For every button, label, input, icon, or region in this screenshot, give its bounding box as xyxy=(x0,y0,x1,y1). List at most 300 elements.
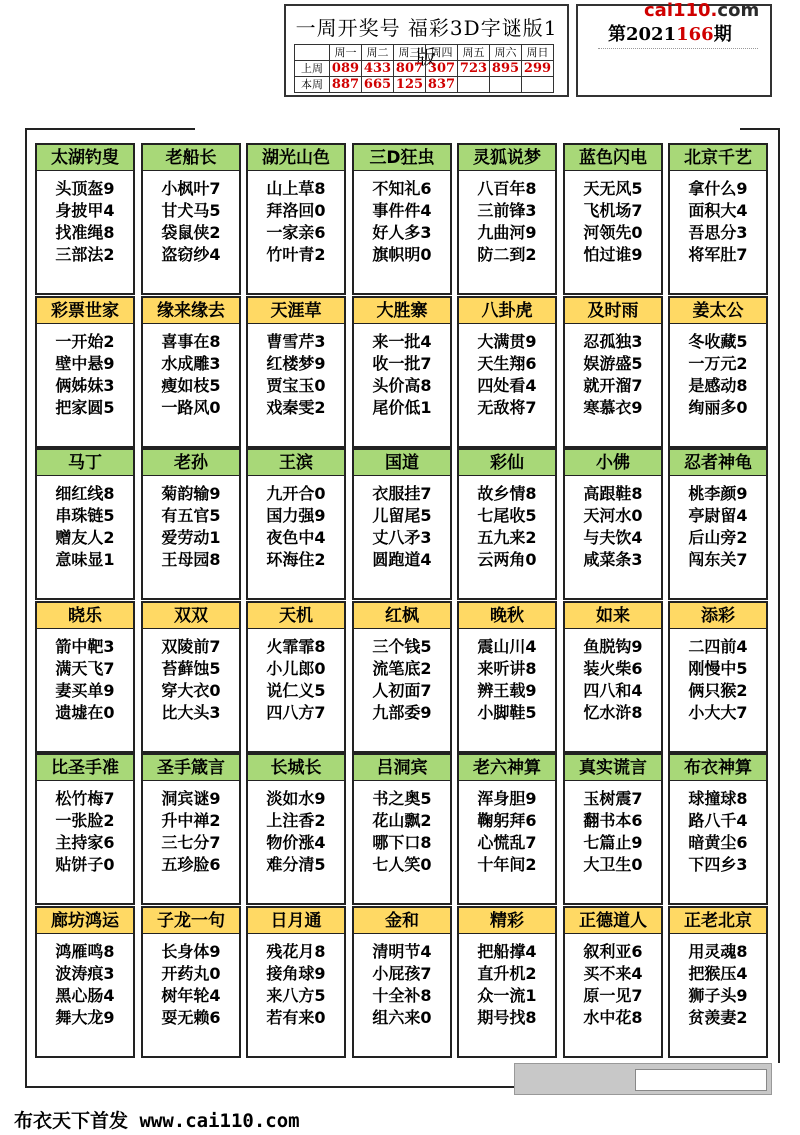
riddle-cell-title: 老孙 xyxy=(143,450,239,476)
riddle-cell xyxy=(35,143,135,295)
footer-inner-box xyxy=(635,1069,767,1091)
draw-number: 887 xyxy=(330,77,362,93)
riddle-cell xyxy=(141,448,241,600)
riddle-cell xyxy=(141,601,241,753)
riddle-line: 妻买单9 xyxy=(55,681,115,700)
riddle-cell-title: 精彩 xyxy=(459,908,555,934)
riddle-line: 曹雪芹3 xyxy=(266,332,326,351)
frame-left xyxy=(25,128,27,1088)
riddle-line: 与夫饮4 xyxy=(583,528,643,547)
riddle-cell xyxy=(352,448,452,600)
riddle-line: 面积大4 xyxy=(688,201,748,220)
riddle-line: 水中花8 xyxy=(583,1008,643,1027)
riddle-line: 王母园8 xyxy=(161,550,221,569)
riddle-cell-title: 彩仙 xyxy=(459,450,555,476)
riddle-cell-title: 真实谎言 xyxy=(565,755,661,781)
riddle-line: 娱游盛5 xyxy=(583,354,643,373)
riddle-lines xyxy=(143,331,239,419)
riddle-line: 五九来2 xyxy=(477,528,537,547)
riddle-lines xyxy=(565,178,661,266)
riddle-cell xyxy=(141,143,241,295)
riddle-line: 三部法2 xyxy=(55,245,115,264)
riddle-cell-title: 日月通 xyxy=(248,908,344,934)
riddle-cell-title: 王滨 xyxy=(248,450,344,476)
riddle-line: 贴饼子0 xyxy=(55,855,115,874)
riddle-line: 绚丽多0 xyxy=(688,398,748,417)
riddle-line: 接角球9 xyxy=(266,964,326,983)
riddle-lines xyxy=(143,788,239,876)
riddle-line: 找准绳8 xyxy=(55,223,115,242)
riddle-line: 上注香2 xyxy=(266,811,326,830)
riddle-line: 箭中靶3 xyxy=(55,637,115,656)
riddle-lines xyxy=(459,331,555,419)
riddle-line: 四八和4 xyxy=(583,681,643,700)
issue-prefix: 第2021 xyxy=(608,24,677,45)
draw-number xyxy=(522,77,554,93)
riddle-line: 串珠链5 xyxy=(55,506,115,525)
riddle-cell xyxy=(246,448,346,600)
riddle-line: 闯东关7 xyxy=(688,550,748,569)
riddle-line: 贫羡妻2 xyxy=(688,1008,748,1027)
riddle-cell xyxy=(352,753,452,905)
riddle-line: 国力强9 xyxy=(266,506,326,525)
riddle-line: 一开始2 xyxy=(55,332,115,351)
riddle-line: 说仁义5 xyxy=(266,681,326,700)
riddle-line: 玉树震7 xyxy=(583,789,643,808)
riddle-cell xyxy=(352,601,452,753)
site-watermark xyxy=(644,0,759,21)
riddle-line: 三七分7 xyxy=(161,833,221,852)
riddle-line: 三个钱5 xyxy=(372,637,432,656)
riddle-line: 众一流1 xyxy=(477,986,537,1005)
riddle-line: 天无风5 xyxy=(583,179,643,198)
riddle-cell xyxy=(352,143,452,295)
riddle-line: 事件件4 xyxy=(372,201,432,220)
riddle-cell xyxy=(246,906,346,1058)
riddle-line: 舞大龙9 xyxy=(55,1008,115,1027)
riddle-line: 书之奥5 xyxy=(372,789,432,808)
riddle-line: 身披甲4 xyxy=(55,201,115,220)
riddle-cell xyxy=(668,753,768,905)
riddle-lines xyxy=(354,941,450,1029)
riddle-line: 遗墟在0 xyxy=(55,703,115,722)
riddle-line: 花山飘2 xyxy=(372,811,432,830)
riddle-cell xyxy=(563,143,663,295)
riddle-line: 喜事在8 xyxy=(161,332,221,351)
riddle-cell-title: 廊坊鸿运 xyxy=(37,908,133,934)
riddle-lines xyxy=(143,941,239,1029)
riddle-line: 俩只猴2 xyxy=(688,681,748,700)
riddle-line: 河领先0 xyxy=(583,223,643,242)
riddle-cell xyxy=(141,296,241,448)
riddle-lines xyxy=(248,941,344,1029)
riddle-line: 拜洛回0 xyxy=(266,201,326,220)
riddle-cell-title: 如来 xyxy=(565,603,661,629)
riddle-lines xyxy=(670,483,766,571)
riddle-line: 戏秦雯2 xyxy=(266,398,326,417)
riddle-cell xyxy=(141,906,241,1058)
this-week-row xyxy=(295,77,554,93)
draw-number: 723 xyxy=(458,61,490,77)
riddle-lines xyxy=(248,178,344,266)
riddle-line: 暗黄尘6 xyxy=(688,833,748,852)
riddle-cell-title: 彩票世家 xyxy=(37,298,133,324)
riddle-cell xyxy=(246,753,346,905)
riddle-lines xyxy=(248,331,344,419)
riddle-lines xyxy=(670,178,766,266)
riddle-line: 用灵魂8 xyxy=(688,942,748,961)
riddle-line: 火霏霏8 xyxy=(266,637,326,656)
riddle-line: 难分清5 xyxy=(266,855,326,874)
riddle-line: 哪下口8 xyxy=(372,833,432,852)
riddle-lines xyxy=(670,788,766,876)
riddle-line: 翻书本6 xyxy=(583,811,643,830)
riddle-line: 组六来0 xyxy=(372,1008,432,1027)
riddle-lines xyxy=(37,483,133,571)
riddle-line: 洞宾谜9 xyxy=(161,789,221,808)
riddle-cell-title: 布衣神算 xyxy=(670,755,766,781)
riddle-line: 怕过谁9 xyxy=(583,245,643,264)
riddle-cell-title: 三D狂虫 xyxy=(354,145,450,171)
riddle-cell xyxy=(563,601,663,753)
riddle-line: 头价高8 xyxy=(372,376,432,395)
riddle-line: 爱劳动1 xyxy=(161,528,221,547)
frame-right xyxy=(778,128,780,1063)
riddle-line: 防二到2 xyxy=(477,245,537,264)
riddle-cell-title: 天机 xyxy=(248,603,344,629)
riddle-line: 鸿雁鸣8 xyxy=(55,942,115,961)
riddle-line: 拿什么9 xyxy=(688,179,748,198)
riddle-line: 长身体9 xyxy=(161,942,221,961)
riddle-line: 若有来0 xyxy=(266,1008,326,1027)
riddle-line: 盗窃纱4 xyxy=(161,245,221,264)
riddle-line: 一家亲6 xyxy=(266,223,326,242)
riddle-line: 云两角0 xyxy=(477,550,537,569)
day-header: 周日 xyxy=(522,45,554,61)
riddle-line: 淡如水9 xyxy=(266,789,326,808)
frame-top-right xyxy=(740,128,780,130)
day-header: 周二 xyxy=(362,45,394,61)
weekly-draw-title: 一周开奖号 福彩3D字谜版1版 xyxy=(295,16,558,69)
riddle-cell xyxy=(668,601,768,753)
riddle-line: 是感动8 xyxy=(688,376,748,395)
row-label: 上周 xyxy=(295,61,330,77)
riddle-cell-title: 正德道人 xyxy=(565,908,661,934)
riddle-cell-title: 金和 xyxy=(354,908,450,934)
riddle-cell-title: 正老北京 xyxy=(670,908,766,934)
riddle-cell xyxy=(563,296,663,448)
riddle-line: 一万元2 xyxy=(688,354,748,373)
riddle-line: 满天飞7 xyxy=(55,659,115,678)
riddle-line: 穿大衣0 xyxy=(161,681,221,700)
riddle-line: 苔藓蚀5 xyxy=(161,659,221,678)
riddle-line: 儿留尾5 xyxy=(372,506,432,525)
riddle-cell xyxy=(35,906,135,1058)
riddle-cell-title: 姜太公 xyxy=(670,298,766,324)
riddle-line: 衣服挂7 xyxy=(372,484,432,503)
riddle-lines xyxy=(670,331,766,419)
riddle-line: 路八千4 xyxy=(688,811,748,830)
riddle-line: 叙利亚6 xyxy=(583,942,643,961)
riddle-line: 辨王载9 xyxy=(477,681,537,700)
riddle-line: 流笔底2 xyxy=(372,659,432,678)
riddle-line: 赠友人2 xyxy=(55,528,115,547)
riddle-line: 耍无赖6 xyxy=(161,1008,221,1027)
riddle-cell xyxy=(35,448,135,600)
riddle-line: 头顶盔9 xyxy=(55,179,115,198)
riddle-line: 刚慢中5 xyxy=(688,659,748,678)
riddle-line: 人初面7 xyxy=(372,681,432,700)
riddle-lines xyxy=(670,941,766,1029)
draw-number xyxy=(490,77,522,93)
riddle-line: 鱼脱钩9 xyxy=(583,637,643,656)
riddle-line: 桃李颜9 xyxy=(688,484,748,503)
riddle-line: 贾宝玉0 xyxy=(266,376,326,395)
riddle-line: 直升机2 xyxy=(477,964,537,983)
weekly-draw-table xyxy=(294,44,554,93)
riddle-cell xyxy=(352,906,452,1058)
riddle-line: 故乡情8 xyxy=(477,484,537,503)
riddle-line: 四八方7 xyxy=(266,703,326,722)
riddle-cell-title: 长城长 xyxy=(248,755,344,781)
riddle-line: 忍孤独3 xyxy=(583,332,643,351)
watermark-dark: com xyxy=(717,0,760,21)
footer-text: 布衣天下首发 www.cai110.com xyxy=(14,1110,300,1132)
riddle-line: 有五官5 xyxy=(161,506,221,525)
riddle-line: 树年轮4 xyxy=(161,986,221,1005)
riddle-line: 十全补8 xyxy=(372,986,432,1005)
riddle-cell xyxy=(457,601,557,753)
riddle-cell-title: 灵狐说梦 xyxy=(459,145,555,171)
riddle-cell-title: 晓乐 xyxy=(37,603,133,629)
riddle-line: 一路风0 xyxy=(161,398,221,417)
riddle-line: 咸菜条3 xyxy=(583,550,643,569)
riddle-line: 九部委9 xyxy=(372,703,432,722)
riddle-line: 五珍脸6 xyxy=(161,855,221,874)
riddle-line: 山上草8 xyxy=(266,179,326,198)
riddle-line: 小枫叶7 xyxy=(161,179,221,198)
draw-number: 807 xyxy=(394,61,426,77)
riddle-cell xyxy=(246,296,346,448)
riddle-cell-title: 及时雨 xyxy=(565,298,661,324)
riddle-line: 小屁孩7 xyxy=(372,964,432,983)
day-header: 周三 xyxy=(394,45,426,61)
draw-number: 895 xyxy=(490,61,522,77)
riddle-lines xyxy=(143,483,239,571)
riddle-lines xyxy=(248,788,344,876)
issue-number: 166 xyxy=(676,24,714,45)
riddle-line: 下四乡3 xyxy=(688,855,748,874)
riddle-cell-title: 比圣手准 xyxy=(37,755,133,781)
draw-number: 307 xyxy=(426,61,458,77)
riddle-cell xyxy=(457,296,557,448)
riddle-lines xyxy=(670,636,766,724)
riddle-cell-title: 双双 xyxy=(143,603,239,629)
riddle-cell-title: 老六神算 xyxy=(459,755,555,781)
riddle-lines xyxy=(459,941,555,1029)
riddle-cell-title: 小佛 xyxy=(565,450,661,476)
riddle-cell xyxy=(457,143,557,295)
riddle-line: 夜色中4 xyxy=(266,528,326,547)
draw-table-header-row xyxy=(295,45,554,61)
riddle-line: 红楼梦9 xyxy=(266,354,326,373)
riddle-line: 期号找8 xyxy=(477,1008,537,1027)
riddle-lines xyxy=(354,636,450,724)
riddle-line: 天河水0 xyxy=(583,506,643,525)
draw-number: 125 xyxy=(394,77,426,93)
riddle-line: 大卫生0 xyxy=(583,855,643,874)
frame-bottom xyxy=(25,1086,515,1088)
riddle-line: 鞠躬拜6 xyxy=(477,811,537,830)
riddle-line: 旗帜明0 xyxy=(372,245,432,264)
riddle-lines xyxy=(354,178,450,266)
riddle-line: 松竹梅7 xyxy=(55,789,115,808)
footer-box xyxy=(514,1063,772,1095)
riddle-line: 环海住2 xyxy=(266,550,326,569)
day-header: 周五 xyxy=(458,45,490,61)
draw-number: 089 xyxy=(330,61,362,77)
riddle-lines xyxy=(459,483,555,571)
riddle-line: 买不来4 xyxy=(583,964,643,983)
riddle-line: 小大大7 xyxy=(688,703,748,722)
riddle-line: 七尾收5 xyxy=(477,506,537,525)
weekly-draw-panel xyxy=(284,4,569,97)
riddle-grid xyxy=(35,143,771,1058)
draw-number: 433 xyxy=(362,61,394,77)
riddle-line: 球撞球8 xyxy=(688,789,748,808)
riddle-line: 吾思分3 xyxy=(688,223,748,242)
riddle-cell-title: 添彩 xyxy=(670,603,766,629)
riddle-line: 把船撑4 xyxy=(477,942,537,961)
riddle-line: 冬收藏5 xyxy=(688,332,748,351)
day-header: 周一 xyxy=(330,45,362,61)
riddle-line: 无敌将7 xyxy=(477,398,537,417)
riddle-lines xyxy=(459,178,555,266)
riddle-lines xyxy=(37,178,133,266)
riddle-cell-title: 北京千艺 xyxy=(670,145,766,171)
riddle-line: 忆水浒8 xyxy=(583,703,643,722)
riddle-line: 黑心肠4 xyxy=(55,986,115,1005)
riddle-cell xyxy=(457,753,557,905)
riddle-lines xyxy=(565,331,661,419)
riddle-line: 袋鼠侠2 xyxy=(161,223,221,242)
riddle-cell xyxy=(141,753,241,905)
frame-top-left xyxy=(25,128,195,130)
riddle-line: 小脚鞋5 xyxy=(477,703,537,722)
riddle-lines xyxy=(354,483,450,571)
draw-number: 837 xyxy=(426,77,458,93)
riddle-line: 双陵前7 xyxy=(161,637,221,656)
issue-suffix: 期 xyxy=(713,24,732,45)
riddle-cell-title: 红枫 xyxy=(354,603,450,629)
day-header: 周六 xyxy=(490,45,522,61)
riddle-cell xyxy=(668,906,768,1058)
riddle-line: 升中禅2 xyxy=(161,811,221,830)
riddle-line: 来八方5 xyxy=(266,986,326,1005)
issue-label xyxy=(608,20,732,46)
riddle-lines xyxy=(354,331,450,419)
riddle-line: 比大头3 xyxy=(161,703,221,722)
riddle-line: 意味显1 xyxy=(55,550,115,569)
riddle-line: 大满贯9 xyxy=(477,332,537,351)
riddle-cell-title: 缘来缘去 xyxy=(143,298,239,324)
riddle-cell xyxy=(246,143,346,295)
riddle-lines xyxy=(459,636,555,724)
riddle-lines xyxy=(143,178,239,266)
riddle-line: 亭尉留4 xyxy=(688,506,748,525)
riddle-line: 原一见7 xyxy=(583,986,643,1005)
riddle-cell-title: 天涯草 xyxy=(248,298,344,324)
riddle-lines xyxy=(37,788,133,876)
riddle-line: 心慌乱7 xyxy=(477,833,537,852)
riddle-line: 残花月8 xyxy=(266,942,326,961)
riddle-line: 清明节4 xyxy=(372,942,432,961)
riddle-line: 七篇止9 xyxy=(583,833,643,852)
riddle-line: 装火柴6 xyxy=(583,659,643,678)
riddle-line: 来听讲8 xyxy=(477,659,537,678)
riddle-line: 把猴压4 xyxy=(688,964,748,983)
issue-divider xyxy=(598,48,758,55)
riddle-cell-title: 子龙一句 xyxy=(143,908,239,934)
riddle-line: 收一批7 xyxy=(372,354,432,373)
riddle-lines xyxy=(37,331,133,419)
draw-number: 299 xyxy=(522,61,554,77)
riddle-cell xyxy=(668,296,768,448)
riddle-cell xyxy=(35,296,135,448)
riddle-cell xyxy=(563,448,663,600)
riddle-cell xyxy=(563,753,663,905)
riddle-line: 小儿郎0 xyxy=(266,659,326,678)
day-header: 周四 xyxy=(426,45,458,61)
riddle-cell-title: 圣手箴言 xyxy=(143,755,239,781)
riddle-line: 三前锋3 xyxy=(477,201,537,220)
riddle-cell xyxy=(457,906,557,1058)
riddle-cell xyxy=(352,296,452,448)
draw-table-corner xyxy=(295,45,330,61)
riddle-line: 天生翔6 xyxy=(477,354,537,373)
riddle-cell-title: 马丁 xyxy=(37,450,133,476)
riddle-line: 后山旁2 xyxy=(688,528,748,547)
riddle-cell-title: 忍者神龟 xyxy=(670,450,766,476)
riddle-cell xyxy=(563,906,663,1058)
riddle-cell xyxy=(246,601,346,753)
riddle-line: 不知礼6 xyxy=(372,179,432,198)
riddle-line: 七人笑0 xyxy=(372,855,432,874)
riddle-line: 圆跑道4 xyxy=(372,550,432,569)
riddle-cell xyxy=(668,448,768,600)
riddle-cell-title: 吕洞宾 xyxy=(354,755,450,781)
riddle-cell-title: 老船长 xyxy=(143,145,239,171)
riddle-line: 水成雕3 xyxy=(161,354,221,373)
riddle-lines xyxy=(565,788,661,876)
riddle-lines xyxy=(565,941,661,1029)
riddle-lines xyxy=(248,483,344,571)
watermark-red: cai110. xyxy=(644,0,718,21)
riddle-line: 高跟鞋8 xyxy=(583,484,643,503)
riddle-line: 十年间2 xyxy=(477,855,537,874)
riddle-line: 主持家6 xyxy=(55,833,115,852)
riddle-line: 甘犬马5 xyxy=(161,201,221,220)
riddle-line: 竹叶青2 xyxy=(266,245,326,264)
riddle-line: 飞机场7 xyxy=(583,201,643,220)
draw-number: 665 xyxy=(362,77,394,93)
riddle-line: 将军肚7 xyxy=(688,245,748,264)
riddle-line: 寒慕衣9 xyxy=(583,398,643,417)
riddle-line: 四处看4 xyxy=(477,376,537,395)
riddle-cell-title: 八卦虎 xyxy=(459,298,555,324)
riddle-line: 就开溜7 xyxy=(583,376,643,395)
riddle-line: 细红线8 xyxy=(55,484,115,503)
